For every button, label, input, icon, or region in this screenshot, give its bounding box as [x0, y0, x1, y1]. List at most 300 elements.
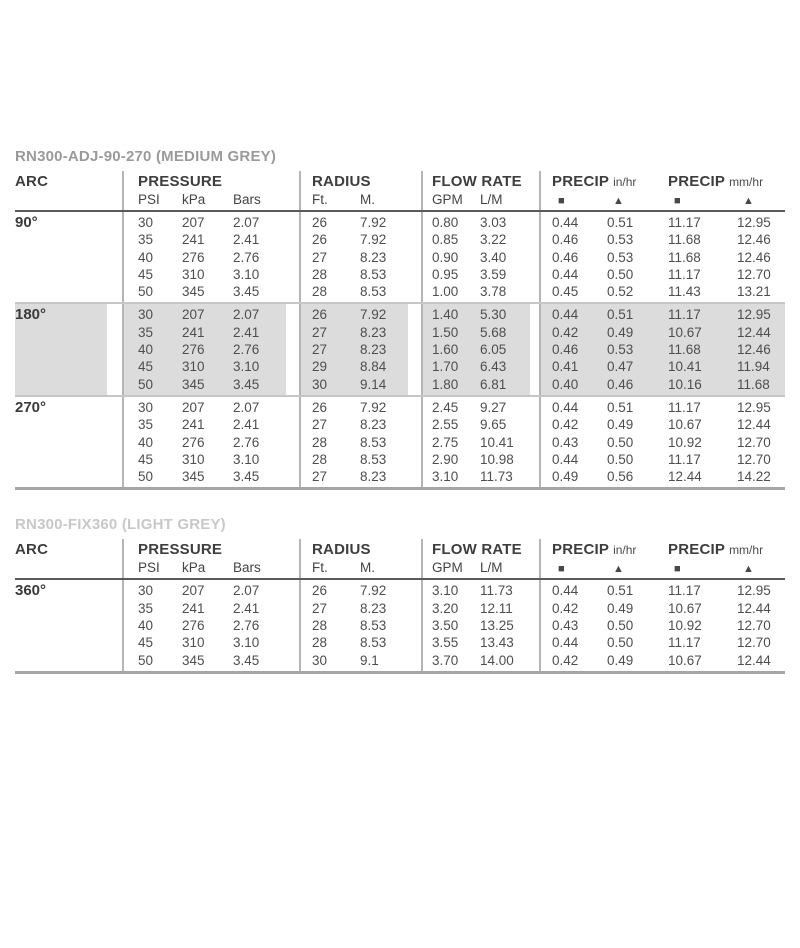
precip-label: PRECIP [668, 173, 726, 190]
cell-kpa: 276 [182, 342, 205, 358]
cell-precip-mm-square: 12.44 [668, 469, 702, 485]
cell-precip-mm-square: 11.68 [668, 342, 701, 358]
cell-precip-in-triangle: 0.46 [607, 376, 634, 392]
table-row [552, 231, 651, 248]
cell-precip-mm-triangle: 12.70 [737, 451, 771, 467]
cell-gpm: 1.70 [432, 359, 459, 375]
cell-precip-mm-square: 11.68 [668, 249, 701, 265]
cell-radius-ft: 28 [312, 451, 328, 467]
column-header-precip-in [552, 541, 651, 559]
arc-section [15, 580, 785, 670]
column-header-arc: ARC [15, 541, 49, 559]
table-row [668, 249, 785, 266]
cell-precip-in-square: 0.46 [552, 232, 579, 248]
cell-precip-in-triangle: 0.47 [607, 359, 634, 375]
cell-radius-ft: 27 [312, 469, 328, 485]
group-flow [421, 212, 530, 302]
precip-mm-unit: mm/hr [729, 543, 764, 558]
table-row [668, 376, 785, 393]
cell-bars: 2.07 [233, 399, 260, 415]
cell-precip-mm-triangle: 12.70 [737, 434, 771, 450]
cell-radius-ft: 27 [312, 417, 328, 433]
cell-bars: 3.10 [233, 359, 260, 375]
table-row [312, 468, 408, 485]
cell-precip-in-square: 0.42 [552, 652, 579, 668]
square-icon: ■ [674, 195, 681, 207]
table-row [312, 600, 408, 617]
cell-radius-ft: 26 [312, 399, 328, 415]
subheader-bars: Bars [233, 560, 261, 576]
cell-precip-in-square: 0.41 [552, 359, 579, 375]
cell-radius-m: 8.53 [360, 284, 387, 300]
table-header [15, 538, 785, 580]
table-row [432, 283, 530, 300]
table-row [668, 416, 785, 433]
group-pmm [651, 580, 785, 670]
cell-gpm: 0.90 [432, 249, 459, 265]
square-icon: ■ [558, 195, 565, 207]
cell-kpa: 241 [182, 324, 205, 340]
cell-psi: 45 [138, 266, 154, 282]
cell-precip-in-triangle: 0.50 [607, 618, 634, 634]
header-group-flow-rate [421, 539, 530, 578]
cell-lm: 5.68 [480, 324, 507, 340]
cell-bars: 2.07 [233, 307, 260, 323]
cell-bars: 2.76 [233, 618, 260, 634]
cell-radius-ft: 29 [312, 359, 328, 375]
cell-lm: 13.25 [480, 618, 514, 634]
cell-gpm: 3.10 [432, 583, 459, 599]
table-row [552, 249, 651, 266]
table-row [432, 399, 530, 416]
cell-precip-in-triangle: 0.49 [607, 417, 634, 433]
arc-cell [15, 212, 107, 302]
cell-radius-ft: 28 [312, 434, 328, 450]
table-row [552, 468, 651, 485]
header-group-flow-rate [421, 171, 530, 210]
cell-precip-in-triangle: 0.56 [607, 469, 634, 485]
subheader-ft: Ft. [312, 192, 328, 207]
table-row [138, 416, 286, 433]
cell-precip-in-square: 0.44 [552, 266, 579, 282]
table-row [312, 306, 408, 323]
subheader-kpa: kPa [182, 192, 206, 207]
cell-bars: 3.10 [233, 266, 260, 282]
cell-gpm: 1.80 [432, 376, 459, 392]
subheader-flow [432, 559, 530, 576]
table-row [552, 399, 651, 416]
precip-in-unit: in/hr [613, 175, 637, 189]
cell-gpm: 0.80 [432, 215, 459, 230]
cell-lm: 3.40 [480, 249, 507, 265]
table-row [552, 358, 651, 375]
subheader-gpm: GPM [432, 560, 463, 576]
table-row [552, 266, 651, 283]
cell-lm: 12.11 [480, 600, 513, 616]
table-row [138, 266, 286, 283]
cell-precip-mm-square: 11.17 [668, 307, 701, 323]
cell-radius-ft: 27 [312, 600, 328, 616]
cell-psi: 35 [138, 232, 154, 248]
table-row [432, 266, 530, 283]
cell-bars: 3.45 [233, 469, 260, 485]
table-row [312, 617, 408, 634]
arc-cell [15, 580, 107, 670]
cell-kpa: 276 [182, 249, 205, 265]
cell-psi: 30 [138, 215, 154, 230]
table-row [668, 434, 785, 451]
cell-precip-mm-triangle: 11.94 [737, 359, 770, 375]
cell-precip-mm-square: 10.41 [668, 359, 702, 375]
table-row [312, 416, 408, 433]
table-row [432, 617, 530, 634]
subheader-precip-in [552, 191, 651, 208]
table-row [432, 451, 530, 468]
cell-radius-ft: 30 [312, 652, 328, 668]
cell-radius-ft: 27 [312, 342, 328, 358]
table-row [552, 582, 651, 599]
cell-precip-in-square: 0.44 [552, 215, 579, 230]
group-rad [299, 212, 408, 302]
table-row [668, 231, 785, 248]
cell-gpm: 1.40 [432, 307, 459, 323]
table-row [312, 376, 408, 393]
arc-value: 180° [15, 306, 47, 324]
subheader-kpa: kPa [182, 560, 206, 576]
cell-radius-ft: 28 [312, 284, 328, 300]
cell-bars: 3.10 [233, 451, 260, 467]
table-row [312, 634, 408, 651]
table-row [138, 358, 286, 375]
table-row [552, 283, 651, 300]
arc-value: 360° [15, 582, 47, 600]
cell-precip-in-triangle: 0.53 [607, 249, 634, 265]
arc-value: 90° [15, 214, 38, 231]
cell-radius-m: 8.23 [360, 469, 387, 485]
cell-radius-m: 9.14 [360, 376, 387, 392]
cell-psi: 45 [138, 451, 154, 467]
cell-gpm: 3.50 [432, 618, 459, 634]
cell-precip-in-triangle: 0.49 [607, 652, 634, 668]
table-row [312, 324, 408, 341]
cell-precip-in-triangle: 0.49 [607, 324, 634, 340]
table-row [432, 341, 530, 358]
table-row [552, 451, 651, 468]
cell-precip-mm-square: 10.16 [668, 376, 702, 392]
table-row [312, 434, 408, 451]
subheader-m: M. [360, 560, 375, 576]
table-row [138, 434, 286, 451]
subheader-lm: L/M [480, 560, 503, 576]
cell-precip-mm-square: 10.92 [668, 434, 702, 450]
cell-kpa: 345 [182, 652, 205, 668]
cell-lm: 5.30 [480, 307, 507, 323]
table-row [668, 582, 785, 599]
cell-bars: 3.10 [233, 635, 260, 651]
cell-psi: 40 [138, 434, 154, 450]
group-pmm [651, 397, 785, 487]
table-row [668, 266, 785, 283]
table-row [668, 214, 785, 231]
cell-precip-in-square: 0.44 [552, 399, 579, 415]
cell-kpa: 207 [182, 399, 205, 415]
cell-precip-mm-triangle: 12.95 [737, 583, 771, 599]
cell-kpa: 310 [182, 266, 205, 282]
column-header-flow-rate: FLOW RATE [432, 173, 522, 190]
cell-precip-mm-triangle: 12.95 [737, 399, 771, 415]
cell-precip-mm-square: 11.17 [668, 215, 701, 230]
cell-lm: 9.27 [480, 399, 507, 415]
column-header-pressure: PRESSURE [138, 173, 223, 190]
group-pmm [651, 304, 785, 394]
table-row [312, 582, 408, 599]
table-row [668, 600, 785, 617]
table-row [552, 324, 651, 341]
table-row [312, 231, 408, 248]
table-row [552, 376, 651, 393]
table-title: RN300-ADJ-90-270 (MEDIUM GREY) [15, 148, 277, 165]
header-group-pressure [122, 171, 286, 210]
cell-gpm: 3.10 [432, 469, 459, 485]
column-header-precip-mm [668, 173, 785, 191]
cell-psi: 50 [138, 376, 154, 392]
cell-radius-m: 8.23 [360, 249, 387, 265]
header-group-precip-in [539, 171, 651, 210]
group-pmm [651, 212, 785, 302]
table-row [552, 652, 651, 669]
cell-bars: 3.45 [233, 284, 260, 300]
cell-bars: 2.41 [233, 324, 260, 340]
cell-precip-mm-square: 10.92 [668, 618, 702, 634]
cell-precip-mm-triangle: 12.44 [737, 600, 771, 616]
table-row [432, 468, 530, 485]
subheader-radius [312, 191, 408, 208]
cell-radius-ft: 26 [312, 232, 328, 248]
cell-radius-ft: 27 [312, 324, 328, 340]
table-row [552, 434, 651, 451]
cell-precip-mm-triangle: 12.46 [737, 232, 771, 248]
subheader-m: M. [360, 192, 375, 207]
table-row [138, 231, 286, 248]
cell-precip-mm-triangle: 12.46 [737, 249, 771, 265]
cell-psi: 30 [138, 307, 154, 323]
group-flow [421, 304, 530, 394]
cell-precip-in-triangle: 0.52 [607, 284, 634, 300]
table-row [138, 399, 286, 416]
cell-gpm: 0.85 [432, 232, 459, 248]
subheader-pressure [138, 559, 286, 576]
cell-lm: 11.73 [480, 469, 513, 485]
cell-precip-in-square: 0.44 [552, 307, 579, 323]
cell-precip-mm-square: 11.17 [668, 635, 701, 651]
table-row [432, 582, 530, 599]
cell-lm: 3.59 [480, 266, 507, 282]
column-header-arc: ARC [15, 173, 49, 190]
table-row [432, 249, 530, 266]
triangle-icon: ▲ [743, 563, 754, 576]
cell-precip-mm-square: 10.67 [668, 324, 702, 340]
subheader-pressure [138, 191, 286, 208]
cell-lm: 10.41 [480, 434, 514, 450]
header-group-precip-mm [651, 171, 785, 210]
cell-kpa: 207 [182, 307, 205, 323]
cell-radius-ft: 27 [312, 249, 328, 265]
cell-lm: 14.00 [480, 652, 514, 668]
group-pin [539, 212, 651, 302]
precip-label: PRECIP [552, 541, 610, 559]
cell-psi: 35 [138, 600, 154, 616]
header-group-radius [299, 171, 408, 210]
cell-psi: 30 [138, 399, 154, 415]
cell-precip-in-square: 0.43 [552, 618, 579, 634]
triangle-icon: ▲ [613, 563, 624, 576]
cell-precip-in-square: 0.44 [552, 583, 579, 599]
table-row [312, 249, 408, 266]
cell-precip-in-triangle: 0.51 [607, 307, 634, 323]
cell-precip-mm-triangle: 12.46 [737, 342, 771, 358]
cell-precip-mm-triangle: 12.44 [737, 324, 771, 340]
table-row [138, 214, 286, 231]
table-row [432, 652, 530, 669]
cell-gpm: 3.55 [432, 635, 459, 651]
cell-precip-in-triangle: 0.53 [607, 342, 634, 358]
cell-gpm: 1.00 [432, 284, 459, 300]
cell-precip-in-square: 0.42 [552, 417, 579, 433]
cell-precip-mm-triangle: 12.70 [737, 618, 771, 634]
cell-gpm: 2.45 [432, 399, 459, 415]
subheader-psi: PSI [138, 560, 160, 576]
table-row [138, 376, 286, 393]
table-row [668, 341, 785, 358]
table-row [552, 306, 651, 323]
cell-precip-mm-triangle: 14.22 [737, 469, 771, 485]
table-row [552, 617, 651, 634]
cell-radius-m: 8.53 [360, 266, 387, 282]
cell-radius-m: 7.92 [360, 232, 387, 248]
table-row [138, 600, 286, 617]
cell-psi: 50 [138, 284, 154, 300]
cell-bars: 2.76 [233, 434, 260, 450]
cell-radius-m: 8.53 [360, 635, 387, 651]
cell-precip-in-triangle: 0.51 [607, 215, 634, 230]
table-body [15, 212, 785, 487]
cell-psi: 50 [138, 469, 154, 485]
table-row [312, 358, 408, 375]
cell-bars: 2.41 [233, 417, 260, 433]
table-row [552, 416, 651, 433]
cell-kpa: 276 [182, 434, 205, 450]
performance-table-rn300-adj [15, 148, 785, 490]
group-press [122, 212, 286, 302]
cell-radius-m: 8.53 [360, 434, 387, 450]
cell-lm: 13.43 [480, 635, 514, 651]
table-row [432, 600, 530, 617]
column-header-radius: RADIUS [312, 173, 371, 190]
table-row [668, 399, 785, 416]
cell-psi: 50 [138, 652, 154, 668]
cell-lm: 6.43 [480, 359, 507, 375]
cell-gpm: 2.55 [432, 417, 459, 433]
cell-lm: 3.22 [480, 232, 507, 248]
table-row [668, 468, 785, 485]
cell-radius-m: 8.23 [360, 417, 387, 433]
cell-bars: 2.76 [233, 342, 260, 358]
cell-precip-in-triangle: 0.50 [607, 635, 634, 651]
header-group-arc [15, 171, 107, 210]
cell-radius-ft: 30 [312, 376, 328, 392]
arc-cell [15, 304, 107, 394]
cell-precip-mm-triangle: 12.95 [737, 215, 771, 230]
table [15, 538, 785, 673]
cell-precip-mm-triangle: 12.44 [737, 417, 771, 433]
cell-kpa: 345 [182, 284, 205, 300]
cell-lm: 3.78 [480, 284, 507, 300]
cell-precip-mm-triangle: 13.21 [737, 284, 771, 300]
subheader-gpm: GPM [432, 192, 463, 207]
group-rad [299, 397, 408, 487]
cell-bars: 2.41 [233, 600, 260, 616]
cell-precip-in-square: 0.40 [552, 376, 579, 392]
cell-radius-m: 8.53 [360, 618, 387, 634]
table-row [432, 214, 530, 231]
cell-psi: 30 [138, 583, 154, 599]
cell-radius-m: 9.1 [360, 652, 379, 668]
cell-radius-m: 8.23 [360, 600, 387, 616]
column-header-precip-mm [668, 541, 785, 559]
cell-precip-in-triangle: 0.49 [607, 600, 634, 616]
table-row [138, 324, 286, 341]
table-row [432, 324, 530, 341]
table-row [312, 451, 408, 468]
table-row [432, 358, 530, 375]
cell-precip-mm-square: 11.17 [668, 266, 701, 282]
column-header-pressure: PRESSURE [138, 541, 223, 559]
cell-kpa: 310 [182, 451, 205, 467]
table-row [668, 306, 785, 323]
cell-kpa: 207 [182, 215, 205, 230]
cell-precip-in-square: 0.49 [552, 469, 579, 485]
group-pin [539, 304, 651, 394]
group-pin [539, 397, 651, 487]
arc-value: 270° [15, 398, 47, 416]
cell-precip-in-square: 0.44 [552, 451, 579, 467]
cell-precip-in-triangle: 0.50 [607, 451, 634, 467]
cell-kpa: 241 [182, 600, 205, 616]
cell-bars: 3.45 [233, 376, 260, 392]
cell-bars: 3.45 [233, 652, 260, 668]
cell-radius-m: 8.23 [360, 342, 387, 358]
cell-lm: 11.73 [480, 583, 513, 599]
group-flow [421, 580, 530, 670]
cell-precip-mm-square: 11.17 [668, 399, 701, 415]
square-icon: ■ [558, 563, 565, 576]
cell-psi: 45 [138, 635, 154, 651]
table-row [138, 341, 286, 358]
group-press [122, 580, 286, 670]
cell-precip-in-square: 0.46 [552, 342, 579, 358]
group-press [122, 397, 286, 487]
table-row [552, 341, 651, 358]
table-row [312, 266, 408, 283]
subheader-ft: Ft. [312, 560, 328, 576]
cell-precip-mm-triangle: 12.70 [737, 266, 771, 282]
square-icon: ■ [674, 563, 681, 576]
subheader-precip-in [552, 559, 651, 576]
cell-radius-m: 7.92 [360, 583, 387, 599]
triangle-icon: ▲ [743, 195, 754, 207]
subheader-radius [312, 559, 408, 576]
cell-kpa: 310 [182, 359, 205, 375]
